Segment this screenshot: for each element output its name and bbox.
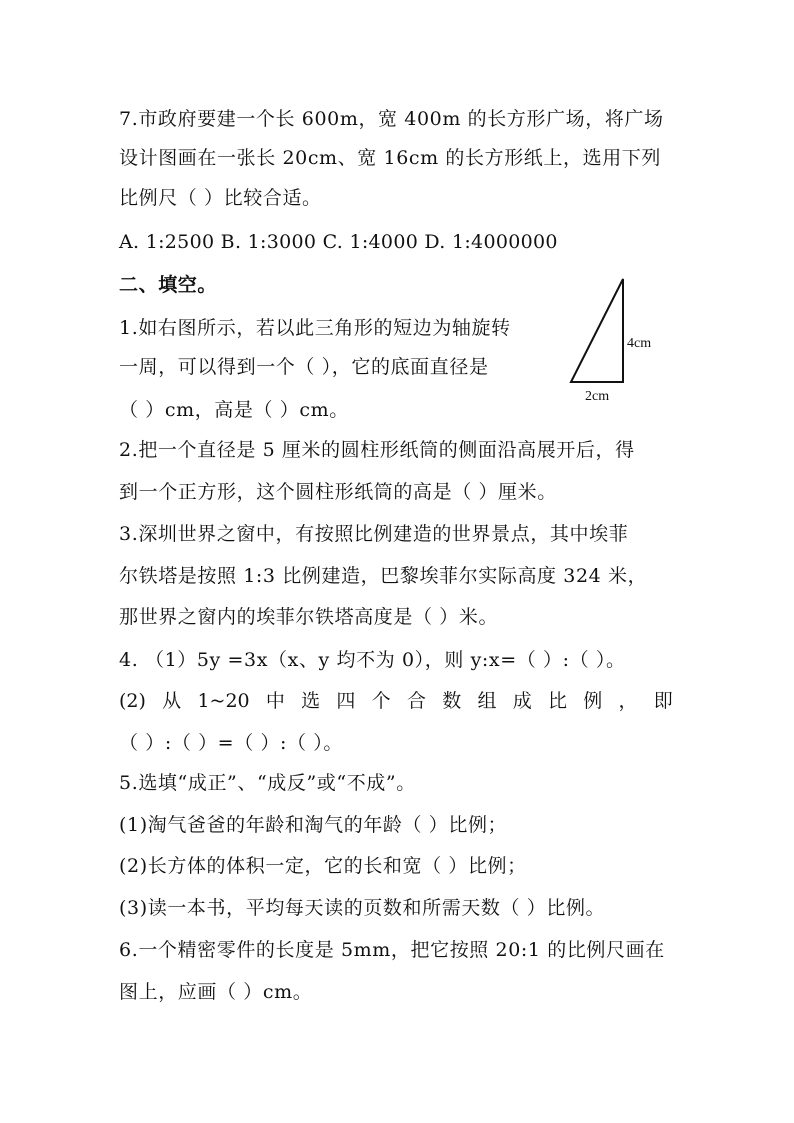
fill-q4-line-2 — [119, 688, 673, 714]
q4-word: 数 — [442, 690, 462, 712]
q4-word: 个 — [371, 690, 391, 712]
fill-q3-line-2: 尔铁塔是按照 1:3 比例建造，巴黎埃菲尔实际高度 324 米， — [119, 565, 648, 587]
fill-q1-line-3: （ ）cm，高是（ ）cm。 — [119, 399, 349, 421]
q4-word: 中 — [265, 690, 285, 712]
q4-word: 四 — [336, 690, 356, 712]
fill-q1-line-1: 1.如右图所示，若以此三角形的短边为轴旋转 — [119, 317, 511, 339]
fill-q4-line-3: （ ）:（ ）=（ ）:（ ）。 — [119, 732, 343, 754]
q7-line-2: 设计图画在一张长 20cm、宽 16cm 的长方形纸上，选用下列 — [119, 147, 661, 169]
height-label: 4cm — [627, 336, 652, 351]
fill-q6-line-2: 图上，应画（ ）cm。 — [119, 981, 313, 1003]
q4-word: 例 — [583, 690, 603, 712]
q4-word: 组 — [477, 690, 497, 712]
fill-q5-line-3: (2)长方体的体积一定，它的长和宽（ ）比例； — [119, 855, 527, 877]
q4-word: 从 — [162, 690, 182, 712]
q4-word: 即 — [653, 690, 673, 712]
right-triangle-figure — [565, 273, 665, 408]
fill-q3-line-1: 3.深圳世界之窗中，有按照比例建造的世界景点，其中埃菲 — [119, 523, 629, 545]
fill-q4-line-1: 4. （1）5y =3x（x、y 均不为 0），则 y:x=（ ）:（ ）。 — [119, 649, 626, 671]
section-title: 二、填空。 — [119, 274, 218, 296]
q4-word: 1~20 — [197, 690, 250, 712]
q4-word: ， — [618, 690, 638, 712]
q4-word: 合 — [406, 690, 426, 712]
triangle-shape — [571, 279, 623, 382]
triangle-svg — [565, 273, 665, 408]
fill-q6-line-1: 6.一个精密零件的长度是 5mm，把它按照 20:1 的比例尺画在 — [119, 939, 665, 961]
q4-word: 比 — [548, 690, 568, 712]
q4-word: 成 — [512, 690, 532, 712]
q7-line-3: 比例尺（ ）比较合适。 — [119, 187, 322, 209]
fill-q5-line-2: (1)淘气爸爸的年龄和淘气的年龄（ ）比例； — [119, 814, 508, 836]
q4-word: 选 — [301, 690, 321, 712]
fill-q2-line-1: 2.把一个直径是 5 厘米的圆柱形纸筒的侧面沿高展开后，得 — [119, 439, 635, 461]
fill-q3-line-3: 那世界之窗内的埃菲尔铁塔高度是（ ）米。 — [119, 606, 499, 628]
fill-q2-line-2: 到一个正方形，这个圆柱形纸筒的高是（ ）厘米。 — [119, 481, 557, 503]
fill-q5-line-1: 5.选填“成正”、“成反”或“不成”。 — [119, 772, 416, 794]
q4-word: (2) — [119, 690, 146, 712]
fill-q1-line-2: 一周，可以得到一个（ ），它的底面直径是 — [119, 356, 489, 378]
base-label: 2cm — [585, 389, 610, 404]
q7-line-1: 7.市政府要建一个长 600m，宽 400m 的长方形广场，将广场 — [119, 108, 664, 130]
q7-options: A. 1:2500 B. 1:3000 C. 1:4000 D. 1:4000000 — [119, 231, 558, 253]
fill-q5-line-4: (3)读一本书，平均每天读的页数和所需天数（ ）比例。 — [119, 897, 606, 919]
